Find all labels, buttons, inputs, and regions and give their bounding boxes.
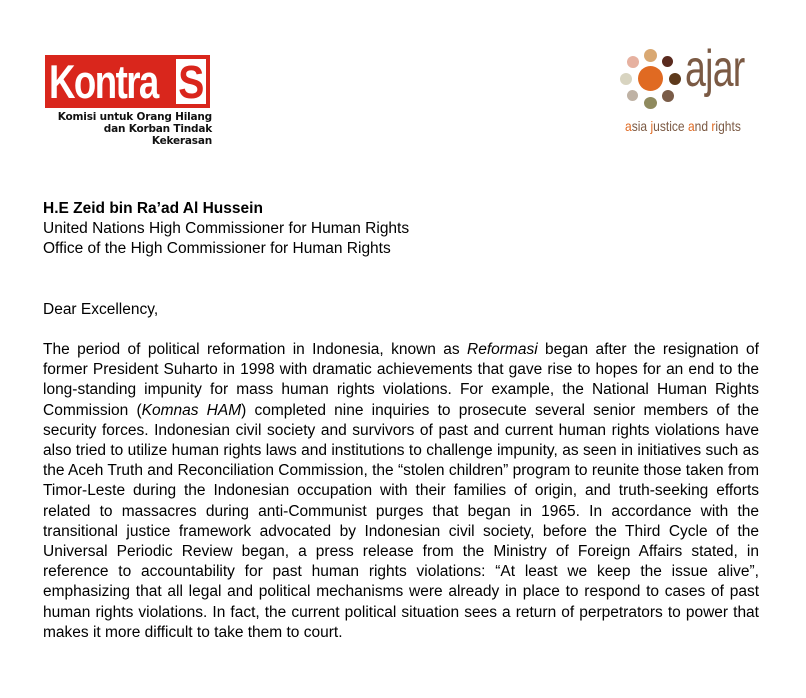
ajar-dot-center [638,66,663,91]
recipient-address [43,199,409,259]
ajar-tagline-part: a [687,118,695,134]
recipient-name: H.E Zeid bin Ra’ad Al Hussein [43,200,263,217]
ajar-logo [617,40,777,135]
body-italic-term: Reformasi [467,341,538,358]
kontras-wordmark: Kontra [49,55,158,108]
body-text: The period of political reformation in Indonesia, known as [43,341,468,358]
kontras-logo-box [45,55,210,108]
kontras-logo [45,55,215,147]
kontras-wordmark-s: S [176,59,206,104]
ajar-dot-bottom-right [662,90,674,102]
kontras-tagline-line2: dan Korban Tindak Kekerasan [103,123,212,147]
recipient-title-line1: United Nations High Commissioner for Human Rights [43,220,410,237]
ajar-dot-bottom-left [627,90,638,101]
ajar-tagline [625,118,741,134]
recipient-title-line2: Office of the High Commissioner for Human Rights [43,240,391,257]
ajar-dot-top-right [662,56,673,67]
ajar-tagline-part: nd [694,118,712,134]
ajar-dot-right [669,73,681,85]
ajar-tagline-part: ights [715,118,741,134]
salutation: Dear Excellency, [43,301,159,318]
ajar-dot-top-left [627,56,639,68]
ajar-tagline-part: a [625,118,632,134]
ajar-dot-bottom [644,97,657,109]
ajar-tagline-part: r [711,118,716,134]
ajar-wordmark: ajar [685,40,745,98]
ajar-tagline-part: j [650,118,654,134]
body-italic-term: Komnas HAM [141,401,242,419]
body-text: began after the resignation of former President Suharto in 1998 with dramatic achievements that gave rise to hopes for an end to the long-standing impunity for mass human rights violations. For example, the National Human Rights Commission ( [43,341,759,419]
ajar-dot-left [620,73,632,85]
ajar-tagline-part: ustice [653,118,688,134]
ajar-dot-top [644,49,657,62]
body-text: ) completed nine inquiries to prosecute several senior members of the security forces. Indonesian civil society and survivors of past and current human rights violations have also tried to utilize human rights laws and institutions to challenge impunity, as seen in initiatives such as the Aceh Truth and Reconciliation Commission, the “stolen children” program to reunite those taken from Timor-Leste during the Indonesian occupation with their families of origin, and truth-seeking efforts related to massacres during anti-Communist purges that began in 1965. In accordance with the transitional justice framework advocated by Indonesian civil society, before the Third Cycle of the Universal Periodic Review began, a press release from the Ministry of Foreign Affairs stated, in reference to accountability for past human rights violations: “At least we keep the issue alive”, emphasizing that all legal and political mechanisms were already in place to respond to cases of past human rights violations. In fact, the current political situation sees a return of perpetrators to power that makes it more difficult to take them to court. [43,401,759,641]
ajar-tagline-part: sia [631,118,651,134]
body-paragraph [43,340,759,643]
kontras-tagline [45,111,212,147]
kontras-tagline-line1: Komisi untuk Orang Hilang [57,111,212,123]
